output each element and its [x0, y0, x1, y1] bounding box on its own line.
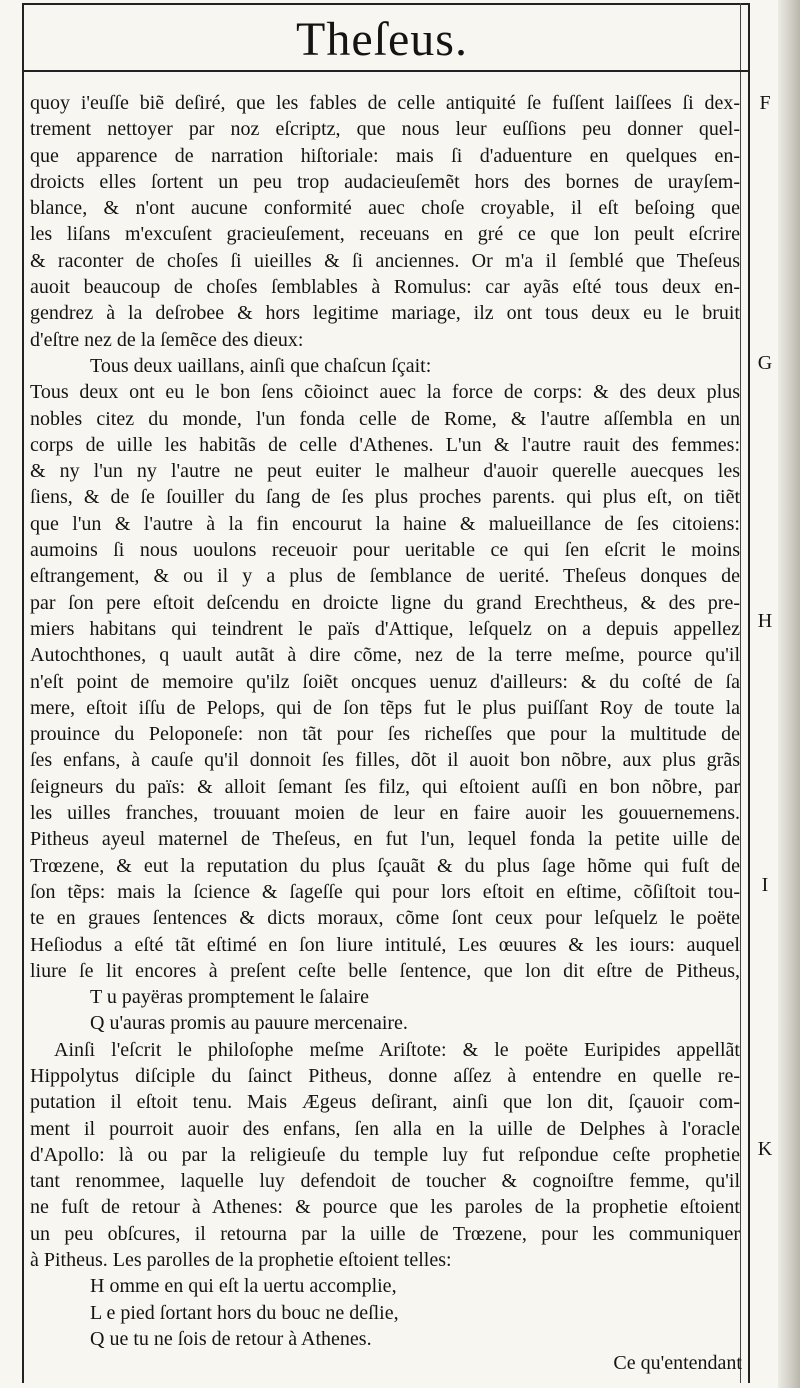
- text-line: & raconter de choſes ſi uieilles & ſi anciennes. Or m'a il ſemblé que Theſeus: [30, 249, 740, 272]
- text-line: mere, eſtoit iſſu de Pelops, qui de ſon tẽps fut le plus puiſſant Roy de toute la: [30, 696, 740, 719]
- text-line: n'eſt point de memoire qu'ilz ſoiẽt oncques uenuz d'ailleurs: & du coſté de ſa: [30, 670, 740, 693]
- text-line: aumoins ſi nous uoulons receuoir pour ueritable ce qui ſen eſcrit le moins: [30, 539, 740, 562]
- text-line: ſiens, & de ſe ſouiller du ſang de ſes plus proches parents. qui plus eſt, on tiẽt: [30, 486, 740, 509]
- text-line: les uilles franches, trouuant moien de leur en faire auoir les gouuernemens.: [30, 802, 740, 825]
- margin-letter-g: G: [757, 352, 773, 374]
- catchword: Ce qu'entendant: [613, 1352, 742, 1374]
- text-line: eſtrangement, & ou il y a plus de ſemblance de uerité. Theſeus donques de: [30, 565, 740, 588]
- text-line: Autochthones, q uault autãt à dire cõme, nez de la terre meſme, pource qu'il: [30, 644, 740, 667]
- verse-line: Tous deux uaillans, ainſi que chaſcun ſçait:: [90, 354, 432, 377]
- text-line: un peu obſcures, il retourna par la uille de Trœzene, pour les communiquer: [30, 1222, 740, 1245]
- body-text: [30, 90, 740, 1352]
- text-line: d'eſtre nez de la ſemẽce des dieux:: [30, 328, 304, 351]
- text-line: auoit beaucoup de choſes ſemblables à Romulus: car ayãs eſté tous deux en-: [30, 276, 740, 299]
- text-line: Hippolytus diſciple du ſainct Pitheus, donne aſſez à entendre en quelle re-: [30, 1064, 740, 1087]
- text-line: les liſans m'excuſent gracieuſement, receuans en gré ce que lon peult eſcrire: [30, 223, 740, 246]
- verse-line: T u payëras promptement le ſalaire: [90, 986, 369, 1009]
- margin-letter-i: I: [761, 874, 769, 896]
- text-line: prouince du Peloponeſe: non tãt pour ſes richeſſes que pour la multitude de: [30, 723, 740, 746]
- text-line: par ſon pere eſtoit deſcendu en droicte ligne du grand Erechtheus, & des pre-: [30, 591, 740, 614]
- page-title: Theſeus.: [296, 13, 468, 66]
- header-rule: [22, 70, 748, 72]
- text-line: tant renommee, laquelle luy defendoit de toucher & cognoiſtre femme, qu'il: [30, 1170, 740, 1193]
- text-line: & ny l'un ny l'autre ne peut euiter le malheur d'auoir querelle auecques les: [30, 460, 740, 483]
- verse-line: Q u'auras promis au pauure mercenaire.: [90, 1012, 408, 1035]
- text-line: à Pitheus. Les parolles de la prophetie eſtoient telles:: [30, 1249, 452, 1272]
- text-line: liure ſe lit encores à preſent ceſte belle ſentence, que lon dit eſtre de Pitheus,: [30, 959, 740, 982]
- text-line: gendrez à la deſrobee & hors legitime mariage, ilz ont tous deux eu le bruit: [30, 302, 740, 325]
- text-line: corps de uille les habitãs de celle d'Athenes. L'un & l'autre rauit des femmes:: [30, 433, 740, 456]
- text-line: ment il pourroit auoir des enfans, ſen alla en la uille de Delphes à l'oracle: [30, 1117, 740, 1140]
- text-line: ſeigneurs du païs: & alloit ſemant ſes filz, qui eſtoient auſſi en bon nõbre, par: [30, 775, 740, 798]
- text-line: ne fuſt de retour à Athenes: & pource que les paroles de la prophetie eſtoient: [30, 1196, 740, 1219]
- text-line: Tous deux ont eu le bon ſens cõioinct auec la force de corps: & des deux plus: [30, 381, 740, 404]
- text-line: miers habitans qui teindrent le païs d'Attique, leſquelz on a depuis appellez: [30, 617, 740, 640]
- text-line: blance, & n'ont aucune conformité auec choſe croyable, il eſt beſoing que: [30, 197, 740, 220]
- frame-top-border: [22, 3, 750, 5]
- text-line: que apparence de narration hiſtoriale: mais ſi d'aduenture en quelques en-: [30, 144, 740, 167]
- text-line: ſon tẽps: mais la ſcience & ſageſſe qui pour lors eſtoit en eſtime, cõſiſtoit tou-: [30, 880, 740, 903]
- verse-line: L e pied ſortant hors du bouc ne deſlie,: [90, 1301, 399, 1324]
- text-line: ſes enfans, à cauſe qu'il donnoit ſes filles, dõt il auoit bon nõbre, aux plus grãs: [30, 749, 740, 772]
- text-line: droicts elles ſortent un peu trop audacieuſemẽt hors des bornes de urayſem-: [30, 170, 740, 193]
- frame-right-border: [748, 3, 750, 1383]
- margin-letter-k: K: [757, 1138, 773, 1160]
- text-line: Ainſi l'eſcrit le philoſophe meſme Ariſtote: & le poëte Euripides appellãt: [54, 1038, 740, 1061]
- text-line: Heſiodus a eſté tãt eſtimé en ſon liure intitulé, Les œuures & les iours: auquel: [30, 933, 740, 956]
- text-line: nobles citez du monde, l'un fonda celle de Rome, & l'autre aſſembla en un: [30, 407, 740, 430]
- text-line: trement nettoyer par noz eſcriptz, que nous leur euſſions peu donner quel-: [30, 118, 740, 141]
- verse-line: Q ue tu ne ſois de retour à Athenes.: [90, 1327, 372, 1350]
- text-line: quoy i'euſſe biẽ deſiré, que les fables de celle antiquité ſe fuſſent laiſſees ſi dex-: [30, 92, 740, 114]
- text-line: que l'un & l'autre à la fin encourut la haine & malueillance de ſes citoiens:: [30, 512, 740, 535]
- text-line: Trœzene, & eut la reputation du plus ſçauãt & du plus ſage hõme qui fuſt de: [30, 854, 740, 877]
- text-line: Pitheus ayeul maternel de Theſeus, en fut l'un, lequel fonda la petite uille de: [30, 828, 740, 851]
- text-line: putation il eſtoit tenu. Mais Ægeus deſirant, ainſi que lon dit, ſçauoir com-: [30, 1091, 740, 1114]
- margin-letter-h: H: [757, 610, 773, 632]
- text-line: d'Apollo: là ou par la religieuſe du temple luy fut reſpondue ceſte prophetie: [30, 1143, 740, 1166]
- margin-letter-f: F: [759, 92, 771, 114]
- verse-line: H omme en qui eſt la uertu accomplie,: [90, 1275, 397, 1298]
- frame-inner-border: [740, 3, 741, 1383]
- page-edge-shadow: [778, 0, 800, 1388]
- text-line: te en graues ſentences & dicts moraux, cõme ſont ceux pour leſquelz le poëte: [30, 907, 740, 930]
- frame-left-border: [22, 3, 24, 1383]
